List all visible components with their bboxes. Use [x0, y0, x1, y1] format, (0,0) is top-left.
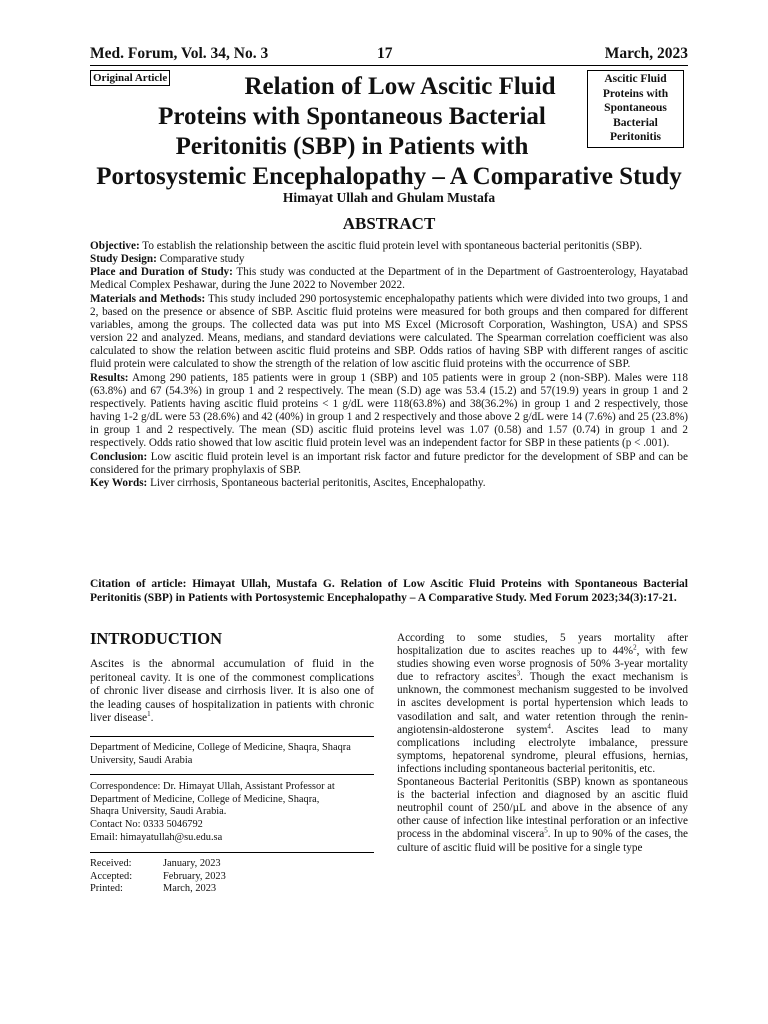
citation: Citation of article: Himayat Ullah, Mustafa G. Relation of Low Ascitic Fluid Proteins with Spontaneous Bacterial Peritonitis (SBP) in Patients with Portosystemic Encephalopathy – A Comparative Study. Med Forum 2023;34(3):17-21. [90, 578, 688, 605]
methods-text: This study included 290 portosystemic encephalopathy patients which were divided into two groups, 1 and 2, based on the presence or absence of SBP. Ascitic fluid proteins were measured for both groups and then compared for different variables, among the groups. The collected data was put into MS Excel (Microsoft Corporation, Washington, USA) and SPSS version 22 and analyzed. Means, medians, and standard deviations were calculated. The Spearman correlation coefficient was also calculated to show the relation between ascitic fluid proteins and SBP. Odds ratios of having SBP with different ranges of ascitic fluid protein were calculated to show the strength of the relation of low ascitic fluid proteins with the occurrence of SBP. [90, 292, 688, 371]
abstract-body [90, 240, 688, 490]
objective-label: Objective: [90, 240, 140, 252]
article-dates [90, 852, 374, 896]
abstract-heading: ABSTRACT [342, 214, 436, 233]
date-value: March, 2023 [163, 883, 217, 895]
email-address: Email: himayatullah@su.edu.sa [90, 831, 223, 843]
results-text: Among 290 patients, 185 patients were in group 1 (SBP) and 105 patients were in group 2 (non-SBP). Males were 118 (63.8%) and 67 (54.3%) in group 1 and 2 respectively. The mean (S.D) age was 53.4 (15.2) and 57(19.9) years in group 1 and 2 respectively. Patients having ascitic fluid proteins < 1 g/dL were 118(63.8%) and 38(36.2%) in group 1 and 2 respectively, those having 1-2 g/dL were 53 (28.6%) and 42 (40%) in group 1 and 2 respectively and those above 2 g/dL were 14 (7.6%) and 25 (23.8%) in group 1 and 2 respectively. The mean (SD) ascitic fluid proteins level was 1.07 (0.58) and 1.57 (0.74) in group 1 and 2 respectively. Odds ratio showed that low ascitic fluid protein level was an independent factor for SBP in these patients (p < .001). [90, 371, 688, 450]
title-line-2: Proteins with Spontaneous Bacterial [158, 103, 546, 130]
date-row-received [90, 858, 374, 871]
date-label: Accepted: [90, 870, 133, 882]
right-column [397, 632, 688, 855]
abstract-results [90, 372, 688, 451]
abstract-study-design [90, 253, 688, 266]
date-row-printed [90, 883, 374, 896]
reference-marker: 4 [547, 721, 551, 730]
title-line-4: Portosystemic Encephalopathy – A Comparative Study [96, 163, 682, 190]
reference-marker: 3 [516, 669, 521, 678]
conclusion-text: Low ascitic fluid protein level is an important risk factor and future predictor for the development of SBP and can be considered for the primary prophylaxis of SBP. [90, 450, 688, 476]
introduction-heading: INTRODUCTION [90, 629, 223, 648]
article-title [90, 72, 688, 192]
keywords-text: Liver cirrhosis, Spontaneous bacterial peritonitis, Ascites, Encephalopathy. [147, 476, 486, 489]
methods-label: Materials and Methods: [90, 292, 206, 305]
abstract-objective [90, 240, 688, 253]
running-title-line: Bacterial [613, 116, 658, 129]
page-number: 17 [377, 45, 393, 62]
results-label: Results: [90, 371, 129, 384]
article-page [90, 0, 688, 1024]
intro-text-end: . [150, 712, 154, 725]
keywords-label: Key Words: [90, 476, 148, 489]
body-text: . In up to 90% of the cases, the culture of ascitic fluid will be positive for a single type [397, 828, 689, 854]
header-rule [90, 65, 688, 66]
title-line-1: Relation of Low Ascitic Fluid [244, 73, 556, 100]
running-title-line: Peritonitis [609, 131, 662, 144]
date-value: January, 2023 [163, 858, 221, 870]
running-title-line: Ascitic Fluid [604, 73, 667, 85]
running-title-line: Proteins with [602, 87, 669, 100]
abstract-conclusion [90, 451, 688, 477]
study-design-text: Comparative study [156, 253, 245, 266]
body-text: Spontaneous Bacterial Peritonitis (SBP) known as spontaneous is the bacterial infection and diagnosed by an ascitic fluid neutrophil count of 250/µL and above in the absence of any other cause of infection like intestinal perforation or an infective process in the abdominal viscera [397, 776, 688, 841]
abstract-place [90, 266, 688, 292]
correspondence-line: Department of Medicine, College of Medicine, Shaqra, [90, 793, 320, 805]
body-paragraph [397, 776, 688, 855]
body-paragraph [397, 632, 688, 776]
date-row-accepted [90, 871, 374, 884]
date-value: February, 2023 [163, 870, 226, 882]
study-design-label: Study Design: [90, 253, 157, 266]
body-text: . Ascites lead to many complications including electrolyte imbalance, pressure symptoms, hepatorenal syndrome, pleural effusions, hernias, infections including spontaneous bacterial peritonitis, etc. [397, 723, 688, 775]
title-line-3: Peritonitis (SBP) in Patients with [175, 133, 529, 160]
reference-marker: 2 [633, 643, 637, 652]
article-type-label: Original Article [90, 70, 170, 86]
body-text: According to some studies, 5 years mortality after hospitalization due to ascites reaches up to 44% [397, 632, 688, 658]
abstract-keywords [90, 477, 688, 490]
conclusion-label: Conclusion: [90, 450, 148, 463]
correspondence-line: Shaqra University, Saudi Arabia. [90, 806, 227, 818]
running-title-line: Spontaneous [604, 102, 667, 115]
intro-text: Ascites is the abnormal accumulation of fluid in the peritoneal cavity. It is one of the commonest complications of chronic liver disease and cirrhosis liver. It is also one of the leading causes of hospitalization in patients with chronic liver disease [90, 658, 374, 725]
date-label: Received: [90, 858, 132, 870]
date-label: Printed: [90, 883, 123, 895]
contact-number: Contact No: 0333 5046792 [90, 818, 203, 830]
correspondence-line: Correspondence: Dr. Himayat Ullah, Assistant Professor at [90, 781, 335, 793]
place-label: Place and Duration of Study: [90, 266, 233, 279]
reference-marker: 1 [147, 710, 151, 719]
journal-name: Med. Forum, Vol. 34, No. 3 [90, 45, 269, 62]
body-text: . Though the exact mechanism is unknown, the commonest mechanism suggested to be involved in ascites development is portal hypertension which leads to vasodilation and salt, and water retention through the renin-angiotensin-aldosterone system [397, 671, 688, 736]
abstract-methods [90, 293, 688, 372]
introduction-paragraph [90, 658, 374, 726]
issue-date: March, 2023 [604, 45, 688, 62]
body-text: , with few studies showing even worse prognosis of 50% 3-year mortality due to refractory ascites [397, 645, 688, 684]
affiliation: Department of Medicine, College of Medicine, Shaqra, Shaqra University, Saudi Arabia [90, 736, 374, 767]
reference-marker: 5 [544, 826, 548, 835]
objective-text: To establish the relationship between the ascitic fluid protein level with spontaneous bacterial peritonitis (SBP). [139, 240, 643, 252]
correspondence [90, 774, 374, 844]
author-list: Himayat Ullah and Ghulam Mustafa [282, 190, 496, 205]
place-text: This study was conducted at the Department of in the Department of Gastroenterology, Hayatabad Medical Complex Peshawar, during the June 2022 to November 2022. [90, 266, 688, 292]
left-column [90, 628, 374, 896]
